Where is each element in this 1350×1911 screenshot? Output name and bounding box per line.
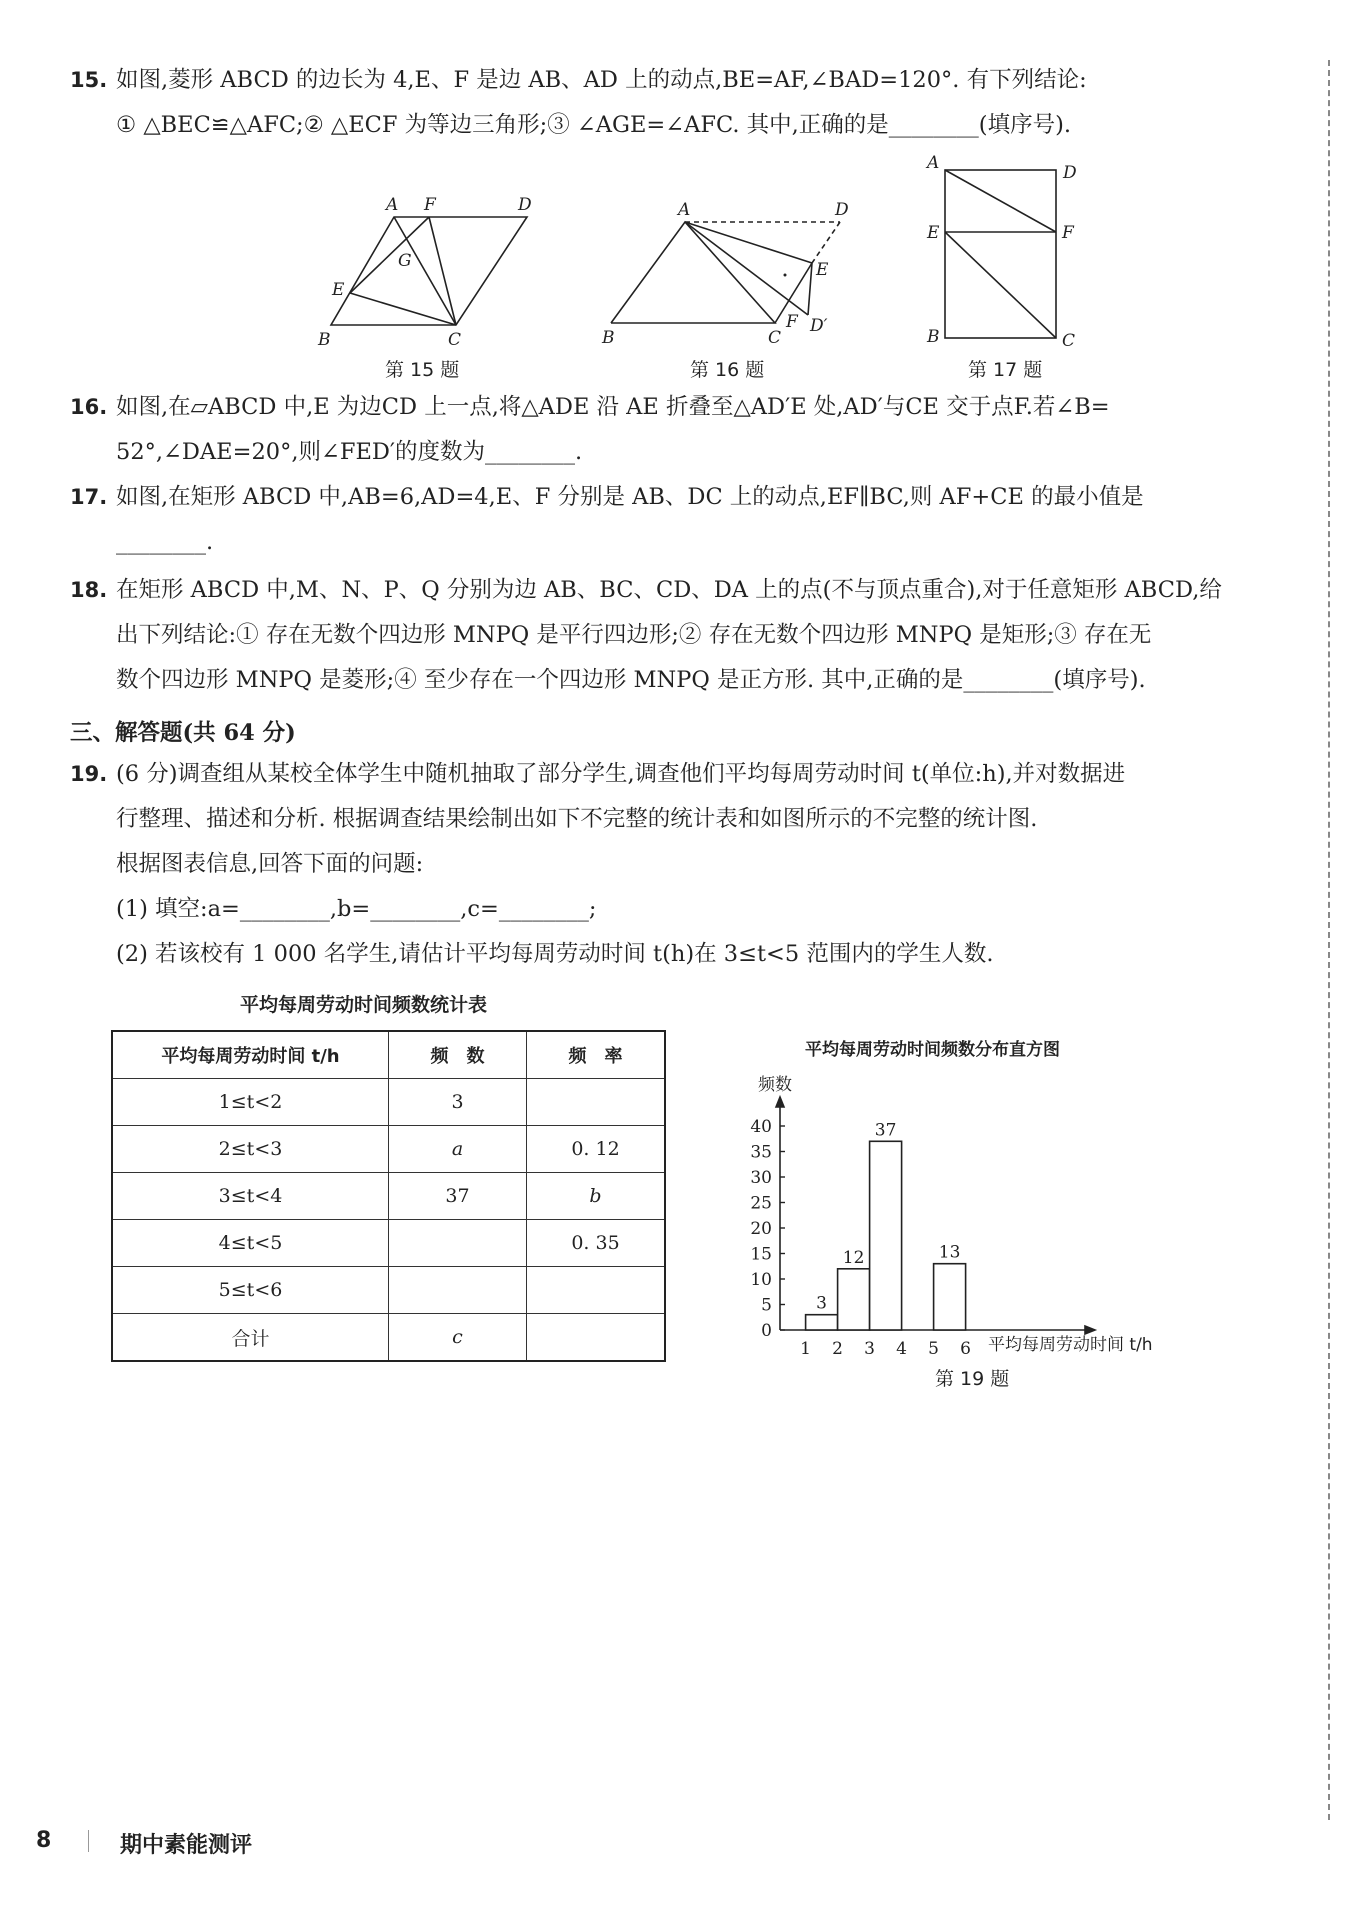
table-cell [389,1267,527,1314]
figure-15-caption: 第 15 题 [385,359,460,381]
frequency-table [111,1030,666,1362]
figure-16-caption: 第 16 题 [690,359,765,381]
label-e: E [332,280,345,300]
question-text-line-1: 在矩形 ABCD 中,M、N、P、Q 分别为边 AB、BC、CD、DA 上的点(不与顶点重合),对于任意矩形 ABCD,给 [116,577,1222,603]
label-g: G [398,251,412,271]
question-text-line-1: 如图,在矩形 ABCD 中,AB=6,AD=4,E、F 分别是 AB、DC 上的动点,EF∥BC,则 AF+CE 的最小值是 [116,484,1144,510]
histogram-chart [720,1030,1220,1390]
x-tick-label: 1 [800,1339,812,1359]
table-row [112,1267,665,1314]
table-cell: 2≤t<3 [112,1126,389,1173]
y-axis-label: 频数 [758,1075,792,1095]
question-text-line-1: 如图,菱形 ABCD 的边长为 4,E、F 是边 AB、AD 上的动点,BE=AF,∠BAD=120°. 有下列结论: [116,67,1087,93]
table-cell [527,1079,666,1126]
y-axis-arrow [776,1097,784,1107]
bar-value-label: 3 [816,1293,828,1314]
table-cell: c [389,1314,527,1362]
question-text-line-2: 行整理、描述和分析. 根据调查结果绘制出如下不完整的统计表和如图所示的不完整的统计图. [116,806,1038,832]
label-b: B [927,327,940,347]
bar-value-label: 12 [842,1247,865,1268]
question-17 [70,475,1300,565]
label-f: F [786,312,798,332]
table-row [112,1079,665,1126]
footer-divider [88,1830,89,1852]
section-heading: 三、解答题(共 64 分) [70,720,296,746]
x-tick-label: 5 [928,1339,940,1359]
x-tick-label: 2 [832,1339,844,1359]
table-row [112,1126,665,1173]
table-cell: 0. 12 [527,1126,666,1173]
table-cell: 0. 35 [527,1220,666,1267]
table-title: 平均每周劳动时间频数统计表 [240,994,488,1016]
label-b: B [318,330,331,350]
label-d: D [1063,163,1077,183]
label-e: E [927,223,940,243]
figure-19-caption: 第 19 题 [935,1368,1010,1390]
label-d-prime: D′ [810,316,828,336]
label-a: A [678,200,691,220]
page-number: 8 [36,1828,52,1853]
x-tick-label: 4 [896,1339,908,1359]
question-19 [70,752,1300,977]
table-header: 平均每周劳动时间 t/h [112,1031,389,1079]
bar-value-label: 37 [874,1120,897,1141]
histogram-bar [806,1315,838,1330]
question-number: 19. [70,762,108,786]
question-part-2: (2) 若该校有 1 000 名学生,请估计平均每周劳动时间 t(h)在 3≤t<5 范围内的学生人数. [116,941,994,967]
question-18 [70,568,1300,703]
label-f: F [1062,223,1074,243]
table-cell: 37 [389,1173,527,1220]
y-tick-label: 35 [750,1142,772,1163]
label-c: C [448,330,462,350]
question-text-line-2: ① △BEC≌△AFC;② △ECF 为等边三角形;③ ∠AGE=∠AFC. 其中,正确的是________(填序号). [116,112,1072,138]
y-tick-label: 0 [761,1321,772,1341]
table-cell: 4≤t<5 [112,1220,389,1267]
figure-16 [590,195,870,355]
question-number: 18. [70,578,108,602]
question-15 [70,58,1300,148]
table-cell [527,1267,666,1314]
y-tick-label: 15 [750,1244,772,1265]
label-c: C [768,328,782,348]
chart-title: 平均每周劳动时间频数分布直方图 [805,1040,1060,1060]
table-cell: 3 [389,1079,527,1126]
y-tick-label: 25 [750,1193,772,1214]
label-b: B [602,328,615,348]
question-number: 15. [70,68,108,92]
label-a: A [386,195,399,215]
figure-17 [915,150,1095,350]
y-tick-label: 40 [750,1117,772,1137]
x-axis-arrow [1085,1326,1095,1334]
figure-15 [300,190,560,350]
x-tick-label: 6 [960,1339,972,1359]
question-text-line-2: 出下列结论:① 存在无数个四边形 MNPQ 是平行四边形;② 存在无数个四边形 MNPQ 是矩形;③ 存在无 [116,622,1152,648]
table-row [112,1173,665,1220]
table-cell [389,1220,527,1267]
y-tick-label: 10 [750,1270,772,1290]
table-cell: 5≤t<6 [112,1267,389,1314]
table-cell: b [527,1173,666,1220]
table-header-row [112,1031,665,1079]
x-axis-label: 平均每周劳动时间 t/h [988,1335,1153,1355]
label-c: C [1062,331,1076,350]
page-edge-dashed-line [1328,60,1330,1820]
table-cell: 3≤t<4 [112,1173,389,1220]
question-text-line-3: 数个四边形 MNPQ 是菱形;④ 至少存在一个四边形 MNPQ 是正方形. 其中,正确的是________(填序号). [116,667,1146,693]
label-f: F [424,195,436,215]
figure-17-caption: 第 17 题 [968,359,1043,381]
table-row [112,1220,665,1267]
question-text-line-1: (6 分)调查组从某校全体学生中随机抽取了部分学生,调查他们平均每周劳动时间 t(单位:h),并对数据进 [116,761,1126,787]
table-header: 频 率 [527,1031,666,1079]
question-text-line-2: 52°,∠DAE=20°,则∠FED′的度数为________. [116,439,583,465]
label-a: A [927,153,940,173]
question-part-1: (1) 填空:a=________,b=________,c=________; [116,896,597,922]
histogram-bar [870,1141,902,1330]
histogram-bar [838,1269,870,1330]
y-tick-label: 20 [750,1219,772,1239]
question-16 [70,385,1300,475]
question-number: 16. [70,395,108,419]
table-header: 频 数 [389,1031,527,1079]
question-text-line-3: 根据图表信息,回答下面的问题: [116,851,424,877]
x-tick-label: 3 [864,1339,876,1359]
table-cell: 合计 [112,1314,389,1362]
question-text-line-2: ________. [116,529,214,555]
question-text-line-1: 如图,在▱ABCD 中,E 为边CD 上一点,将△ADE 沿 AE 折叠至△AD′E 处,AD′与CE 交于点F.若∠B= [116,394,1110,420]
y-tick-label: 30 [750,1168,772,1188]
label-d: D [518,195,532,215]
question-number: 17. [70,485,108,509]
label-e: E [816,260,829,280]
table-cell [527,1314,666,1362]
histogram-bar [934,1264,966,1330]
bar-value-label: 13 [938,1242,961,1263]
table-cell: 1≤t<2 [112,1079,389,1126]
footer-title: 期中素能测评 [120,1833,253,1858]
table-row [112,1314,665,1362]
y-tick-label: 5 [761,1295,772,1316]
table-cell: a [389,1126,527,1173]
label-d: D [835,200,849,220]
